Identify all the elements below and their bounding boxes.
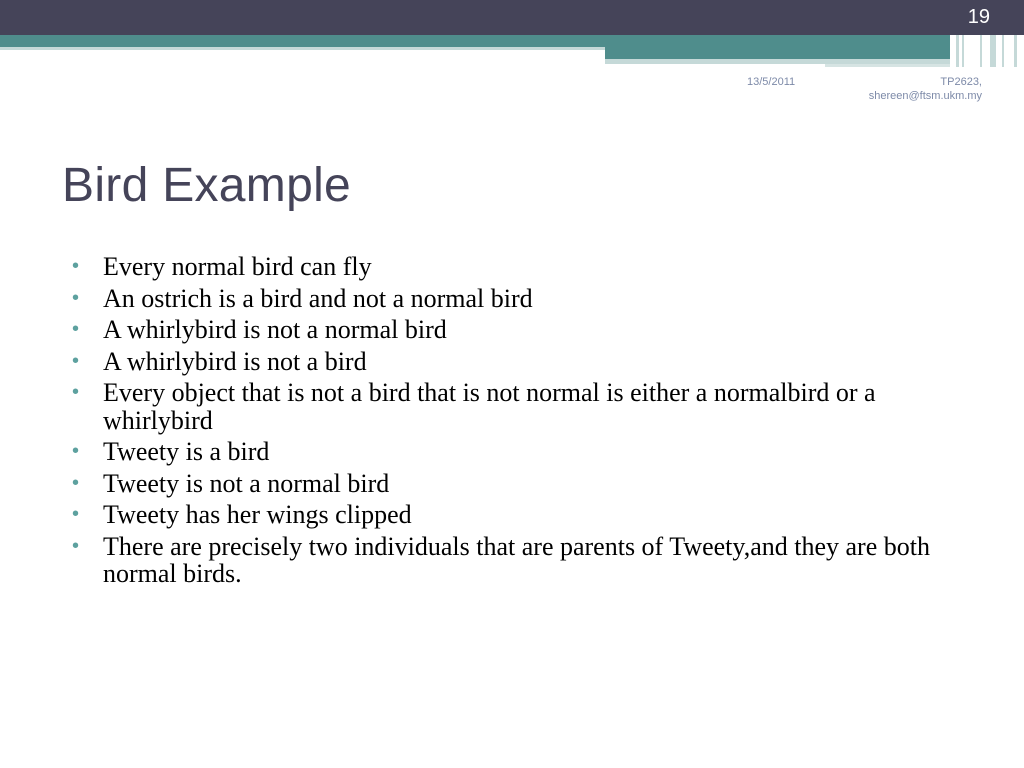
- bullet-item: [70, 253, 950, 281]
- bullet-dot-icon: •: [72, 471, 80, 494]
- course-info: [869, 75, 982, 103]
- bullet-dot-icon: •: [72, 503, 80, 525]
- bullet-text: Tweety has her wings clipped: [103, 500, 412, 529]
- bullet-dot-icon: •: [72, 534, 80, 557]
- course-code: TP2623,: [940, 76, 982, 88]
- bullet-dot-icon: •: [72, 440, 80, 462]
- bullet-dot-icon: •: [72, 349, 80, 372]
- bullet-list: [70, 253, 950, 592]
- page-number: 19: [967, 6, 990, 28]
- author-email: shereen@ftsm.ukm.my: [868, 90, 982, 102]
- slide-date: 13/5/2011: [747, 76, 796, 88]
- bullet-dot-icon: •: [72, 255, 80, 277]
- bullet-item: [70, 438, 950, 466]
- slide-title: Bird Example: [62, 159, 352, 212]
- bullet-dot-icon: •: [72, 318, 80, 340]
- bullet-item: [70, 533, 950, 588]
- bullet-text: Tweety is not a normal bird: [103, 468, 390, 498]
- bullet-dot-icon: •: [72, 286, 80, 309]
- header-vertical-stripes: [950, 35, 1024, 67]
- bullet-text: There are precisely two individuals that are parents of Tweety,and they are both normal birds.: [103, 531, 930, 588]
- header-dark-band: [0, 0, 1024, 35]
- header-teal-band: [0, 35, 1024, 47]
- bullet-item: [70, 470, 950, 498]
- header-light-band-small: [825, 64, 950, 67]
- bullet-item: [70, 501, 950, 529]
- bullet-text: An ostrich is a bird and not a normal bird: [103, 283, 533, 313]
- bullet-dot-icon: •: [72, 381, 80, 403]
- bullet-item: [70, 379, 950, 434]
- bullet-text: Tweety is a bird: [103, 437, 270, 466]
- bullet-item: [70, 348, 950, 376]
- bullet-item: [70, 316, 950, 344]
- header-teal-band-right: [605, 47, 950, 59]
- bullet-text: A whirlybird is not a bird: [103, 346, 367, 376]
- bullet-item: [70, 285, 950, 313]
- bullet-text: A whirlybird is not a normal bird: [103, 315, 447, 344]
- header-light-band: [0, 47, 605, 50]
- bullet-text: Every normal bird can fly: [103, 252, 372, 281]
- bullet-text: Every object that is not a bird that is not normal is either a normalbird or a whirlybird: [103, 378, 876, 435]
